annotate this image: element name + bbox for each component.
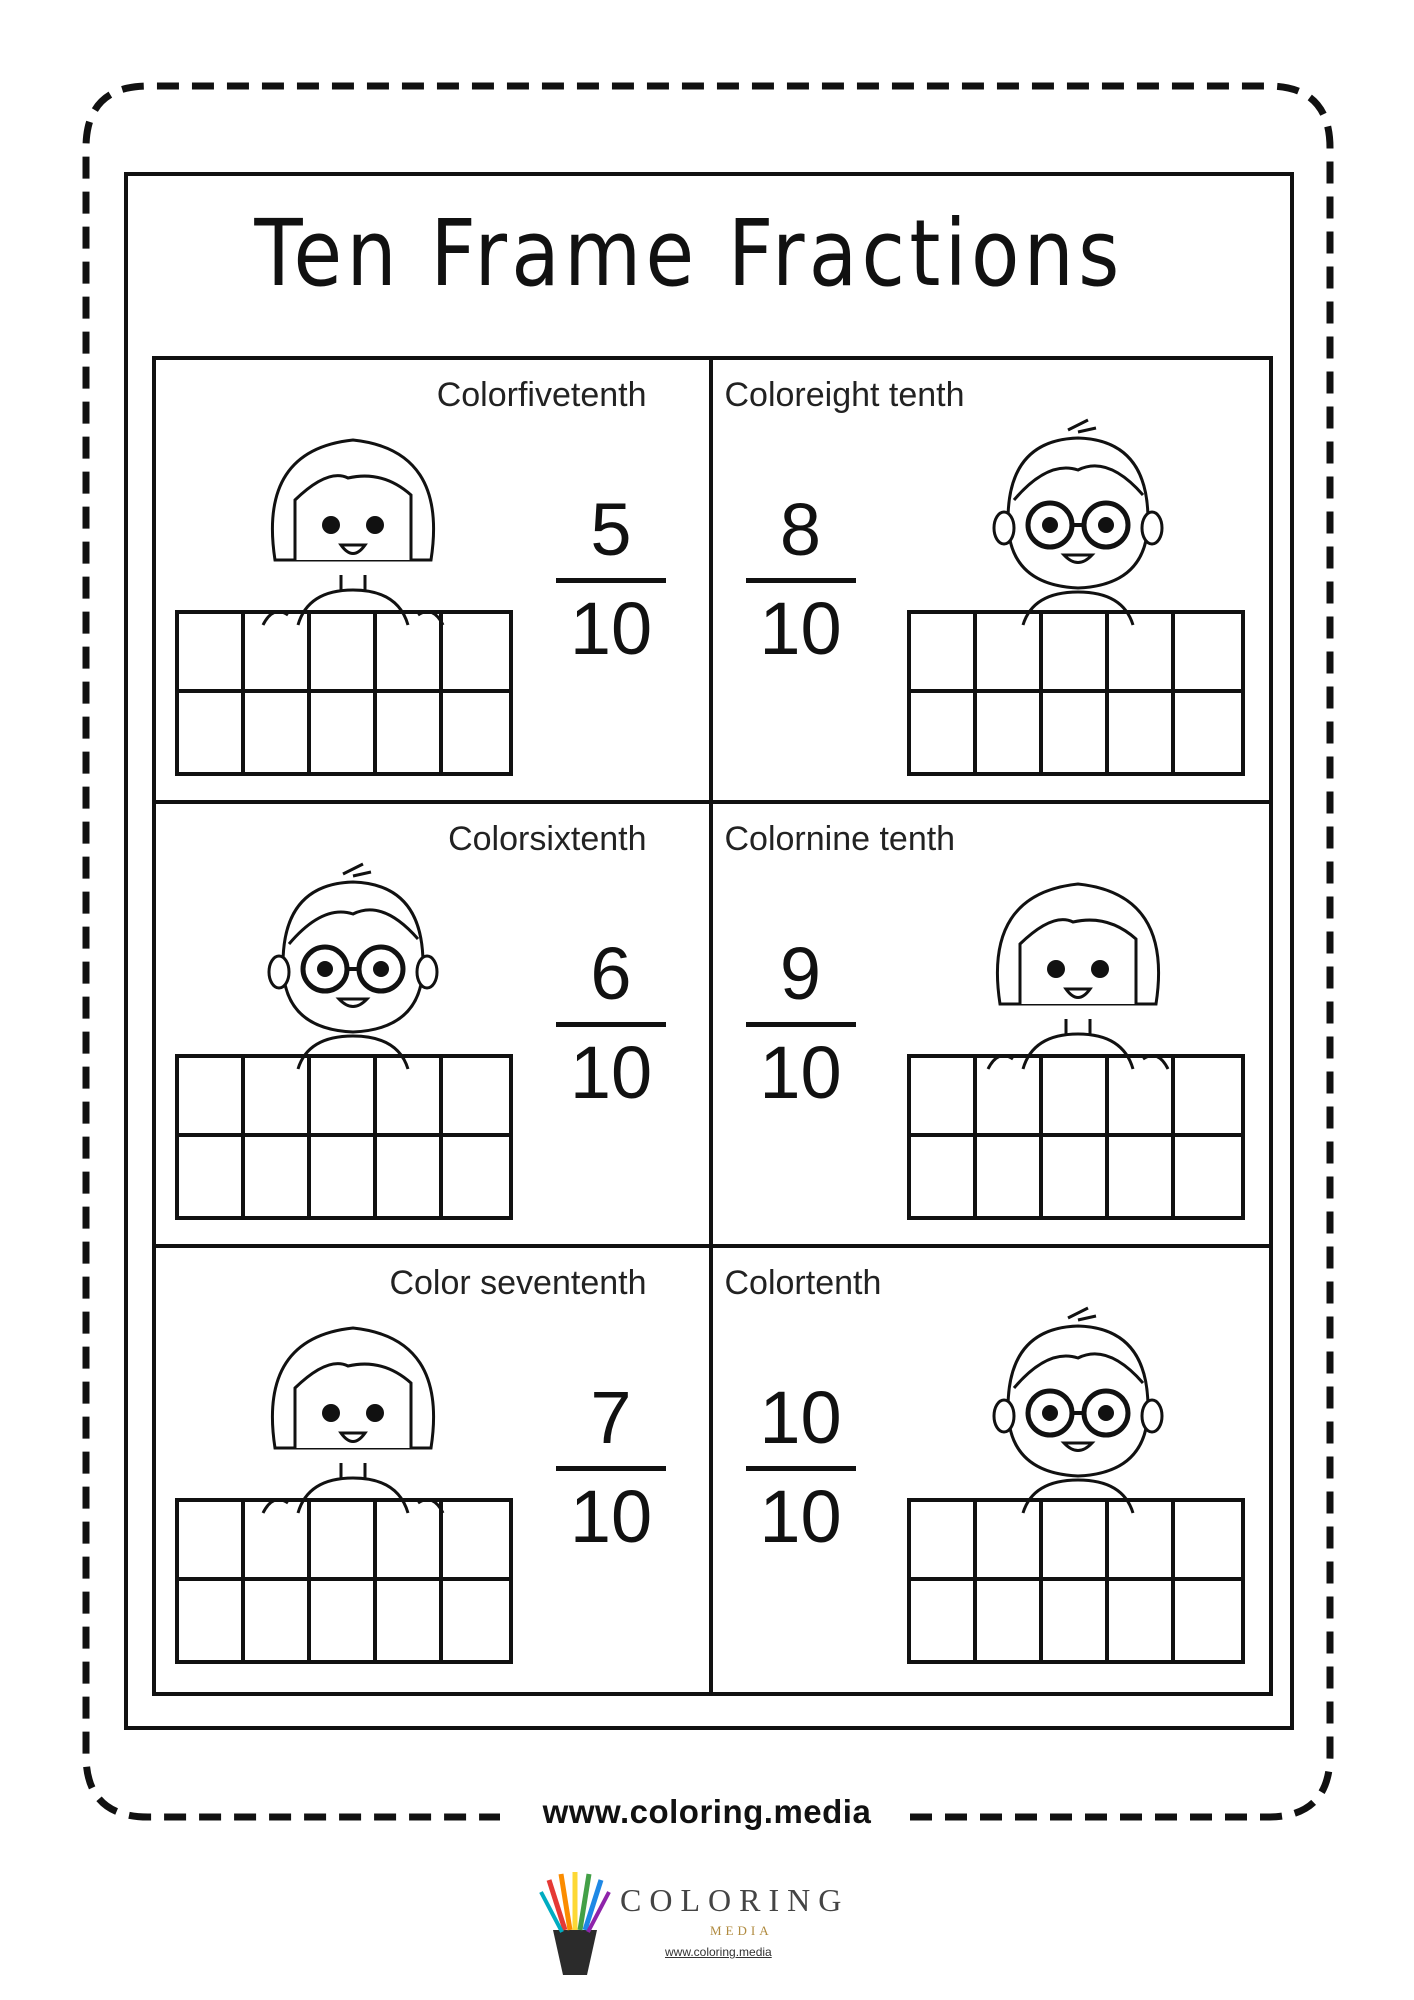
ten-frame-box[interactable] [911, 614, 977, 693]
numerator: 5 [590, 488, 632, 571]
ten-frame-box[interactable] [443, 1058, 509, 1137]
denominator: 10 [759, 587, 842, 670]
ten-frame-box[interactable] [977, 1137, 1043, 1216]
ten-frame-box[interactable] [1109, 614, 1175, 693]
ten-frame-box[interactable] [1175, 1058, 1241, 1137]
page-title: Ten Frame Fractions [254, 200, 1124, 307]
ten-frame-box[interactable] [245, 1058, 311, 1137]
girl-character-icon [978, 854, 1178, 1074]
footer-url[interactable]: www.coloring.media [507, 1793, 907, 1831]
ten-frame-box[interactable] [179, 1502, 245, 1581]
ten-frame-box[interactable] [1109, 1581, 1175, 1660]
ten-frame-box[interactable] [443, 1502, 509, 1581]
ten-frame-box[interactable] [179, 693, 245, 772]
fraction [556, 1376, 666, 1559]
ten-frame-box[interactable] [1175, 1502, 1241, 1581]
fraction [746, 1376, 856, 1559]
ten-frame-box[interactable] [179, 1058, 245, 1137]
fraction-cell [156, 360, 713, 804]
color-instruction: Colortenth [724, 1264, 882, 1302]
fraction-bar [556, 1022, 666, 1027]
ten-frame-box[interactable] [311, 693, 377, 772]
girl-character-icon [253, 410, 453, 630]
fraction [746, 932, 856, 1115]
ten-frame-box[interactable] [377, 1137, 443, 1216]
denominator: 10 [569, 587, 653, 670]
ten-frame-box[interactable] [1109, 1502, 1175, 1581]
boy-with-glasses-character-icon [978, 410, 1178, 630]
ten-frame-box[interactable] [1175, 693, 1241, 772]
brand-name: COLORING [620, 1882, 850, 1918]
ten-frame-box[interactable] [179, 614, 245, 693]
ten-frame-box[interactable] [179, 1581, 245, 1660]
ten-frame-box[interactable] [1043, 1581, 1109, 1660]
ten-frame-box[interactable] [977, 1502, 1043, 1581]
numerator: 7 [590, 1376, 632, 1459]
ten-frame-box[interactable] [1175, 1137, 1241, 1216]
ten-frame-box[interactable] [443, 1581, 509, 1660]
color-instruction: Colorsixtenth [448, 820, 647, 858]
ten-frame-box[interactable] [1175, 614, 1241, 693]
ten-frame-box[interactable] [311, 1502, 377, 1581]
fraction [556, 932, 666, 1115]
ten-frame-box[interactable] [443, 614, 509, 693]
ten-frame-box[interactable] [245, 1581, 311, 1660]
ten-frame [907, 1498, 1245, 1664]
fraction-bar [556, 1466, 666, 1471]
fraction-bar [746, 578, 856, 583]
ten-frame-box[interactable] [977, 1058, 1043, 1137]
fraction [556, 488, 666, 671]
denominator: 10 [569, 1475, 653, 1558]
ten-frame-box[interactable] [245, 1502, 311, 1581]
ten-frame-box[interactable] [311, 1137, 377, 1216]
ten-frame [907, 1054, 1245, 1220]
ten-frame-box[interactable] [977, 693, 1043, 772]
ten-frame-box[interactable] [911, 1137, 977, 1216]
ten-frame-box[interactable] [977, 1581, 1043, 1660]
ten-frame-box[interactable] [311, 614, 377, 693]
boy-with-glasses-character-icon [253, 854, 453, 1074]
ten-frame-box[interactable] [245, 1137, 311, 1216]
brand-subtitle: MEDIA [710, 1923, 773, 1938]
fraction-grid [152, 356, 1273, 1696]
denominator: 10 [759, 1475, 842, 1558]
numerator: 10 [759, 1376, 842, 1459]
ten-frame-box[interactable] [245, 693, 311, 772]
girl-character-icon [253, 1298, 453, 1518]
ten-frame-box[interactable] [1043, 693, 1109, 772]
fraction [746, 488, 856, 671]
ten-frame-box[interactable] [377, 614, 443, 693]
brand-url[interactable]: www.coloring.media [665, 1945, 772, 1959]
ten-frame-box[interactable] [443, 1137, 509, 1216]
ten-frame-box[interactable] [1043, 1137, 1109, 1216]
ten-frame-box[interactable] [911, 1502, 977, 1581]
ten-frame-box[interactable] [1175, 1581, 1241, 1660]
color-instruction: Colorfivetenth [436, 376, 647, 414]
ten-frame-box[interactable] [311, 1058, 377, 1137]
denominator: 10 [569, 1031, 653, 1114]
ten-frame-box[interactable] [443, 693, 509, 772]
ten-frame-box[interactable] [311, 1581, 377, 1660]
color-instruction: Coloreight tenth [724, 376, 965, 414]
fraction-cell [713, 1248, 1270, 1692]
ten-frame-box[interactable] [377, 1502, 443, 1581]
fraction-bar [556, 578, 666, 583]
numerator: 6 [590, 932, 632, 1015]
fraction-cell [713, 804, 1270, 1248]
fraction-bar [746, 1466, 856, 1471]
ten-frame-box[interactable] [377, 693, 443, 772]
ten-frame [175, 1054, 513, 1220]
ten-frame-box[interactable] [179, 1137, 245, 1216]
ten-frame-box[interactable] [377, 1058, 443, 1137]
ten-frame [175, 610, 513, 776]
ten-frame-box[interactable] [1109, 1058, 1175, 1137]
color-instruction: Colornine tenth [724, 820, 956, 858]
fraction-cell [156, 1248, 713, 1692]
ten-frame-box[interactable] [1109, 693, 1175, 772]
boy-with-glasses-character-icon [978, 1298, 1178, 1518]
brand-logo[interactable] [535, 1870, 875, 1980]
ten-frame [907, 610, 1245, 776]
numerator: 8 [779, 488, 822, 571]
ten-frame-box[interactable] [1043, 614, 1109, 693]
ten-frame-box[interactable] [1043, 1502, 1109, 1581]
ten-frame-box[interactable] [1043, 1058, 1109, 1137]
fraction-bar [746, 1022, 856, 1027]
color-instruction: Color sevententh [389, 1264, 647, 1302]
ten-frame-box[interactable] [1109, 1137, 1175, 1216]
ten-frame-box[interactable] [911, 1581, 977, 1660]
ten-frame-box[interactable] [911, 1058, 977, 1137]
fraction-cell [713, 360, 1270, 804]
denominator: 10 [759, 1031, 842, 1114]
ten-frame [175, 1498, 513, 1664]
ten-frame-box[interactable] [377, 1581, 443, 1660]
numerator: 9 [779, 932, 822, 1015]
ten-frame-box[interactable] [245, 614, 311, 693]
ten-frame-box[interactable] [911, 693, 977, 772]
ten-frame-box[interactable] [977, 614, 1043, 693]
pencil-cup-icon [535, 1870, 615, 1980]
fraction-cell [156, 804, 713, 1248]
